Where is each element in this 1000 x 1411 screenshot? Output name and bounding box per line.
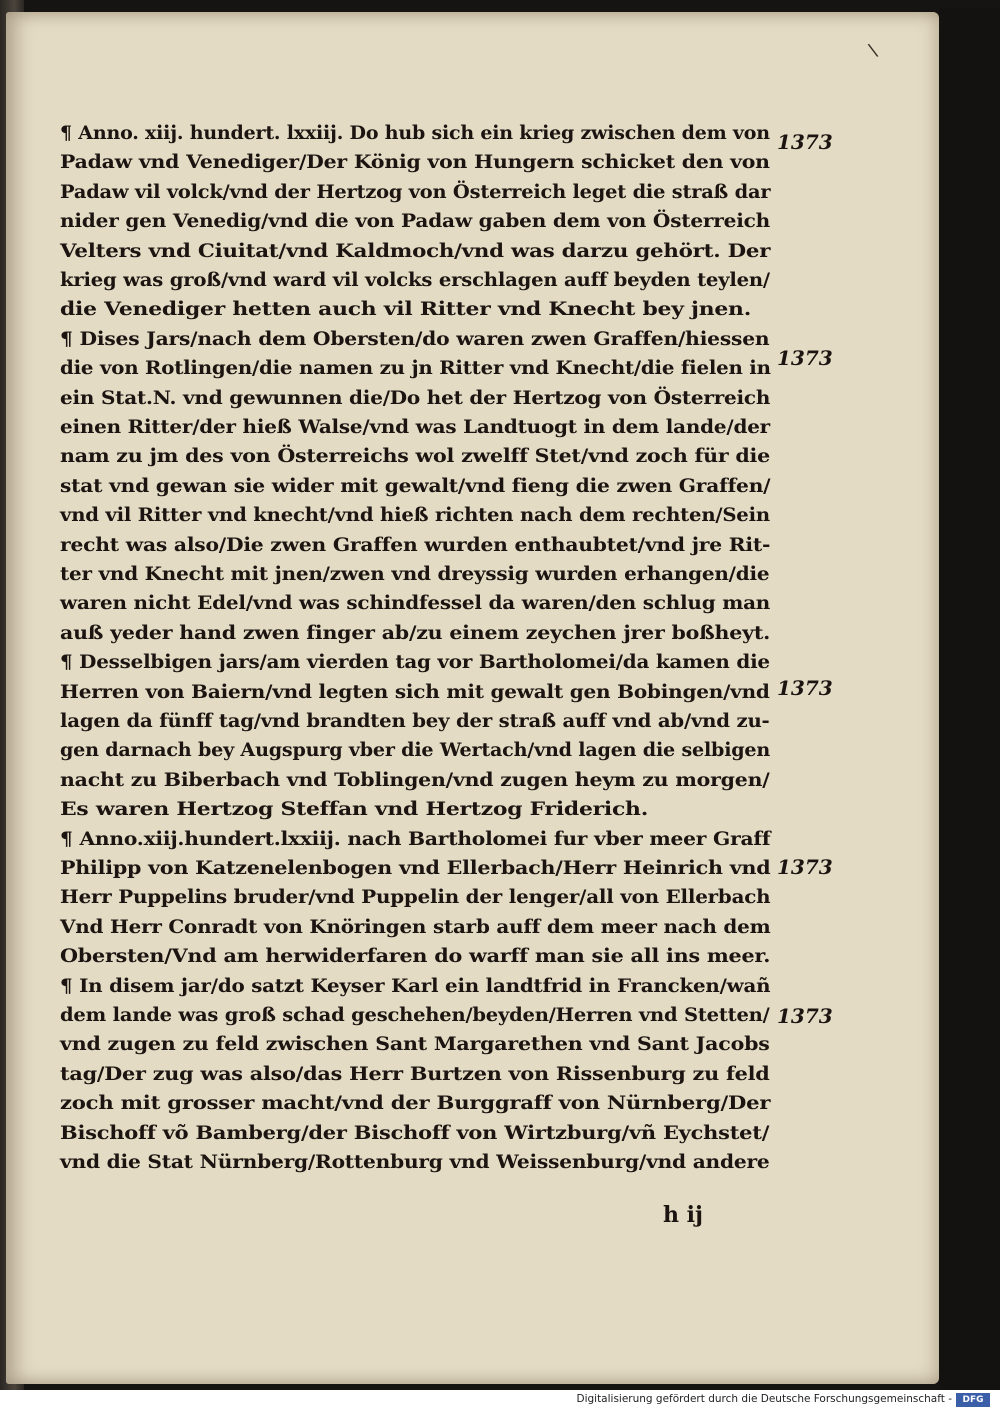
text-line-28: Vnd Herr Conradt von Knöringen starb auff dem meer nach dem [60, 915, 771, 938]
footer-credit: Digitalisierung gefördert durch die Deutsche Forschungsgemeinschaft - [576, 1393, 952, 1405]
text-line-31: dem lande was groß schad geschehen/beyden/Herren vnd Stetten/ [60, 1004, 770, 1026]
text-line-18: auß yeder hand zwen finger ab/zu einem zeychen jrer boßheyt. [60, 621, 771, 644]
text-line-3: Padaw vil volck/vnd der Hertzog von Österreich leget die straß dar [60, 180, 771, 203]
text-line-6: krieg was groß/vnd ward vil volcks erschlagen auff beyden teylen/ [60, 269, 770, 291]
text-line-21: lagen da fünff tag/vnd brandten bey der straß auff vnd ab/vnd zu- [60, 710, 770, 732]
text-line-23: nacht zu Biberbach vnd Toblingen/vnd zugen heym zu morgen/ [60, 768, 770, 791]
text-line-8: ¶ Dises Jars/nach dem Obersten/do waren zwen Graffen/hiessen [60, 327, 770, 350]
text-line-15: recht was also/Die zwen Graffen wurden enthaubtet/vnd jre Rit- [60, 533, 771, 556]
scan-right-edge [939, 8, 1000, 1390]
corner-pencil-mark: \ [866, 39, 880, 62]
text-line-20: Herren von Baiern/vnd legten sich mit gewalt gen Bobingen/vnd [60, 680, 770, 703]
text-line-9: die von Rotlingen/die namen zu jn Ritter vnd Knecht/die fielen in [60, 357, 771, 380]
text-line-7: die Venediger hetten auch vil Ritter vnd Knecht bey jnen. [60, 298, 752, 321]
text-line-10: ein Stat.N. vnd gewunnen die/Do het der Hertzog von Österreich [60, 386, 771, 409]
text-line-5: Velters vnd Ciuitat/vnd Kaldmoch/vnd was darzu gehört. Der [60, 239, 771, 262]
signature-mark: h ij [663, 1202, 703, 1228]
margin-year-1: 1373 [777, 130, 833, 154]
text-line-16: ter vnd Knecht mit jnen/zwen vnd dreyssig wurden erhangen/die [60, 563, 770, 585]
text-line-27: Herr Puppelins bruder/vnd Puppelin der lenger/all von Ellerbach [60, 886, 771, 909]
text-line-36: vnd die Stat Nürnberg/Rottenburg vnd Weissenburg/vnd andere [60, 1151, 770, 1173]
margin-year-3: 1373 [777, 676, 833, 700]
text-line-26: Philipp von Katzenelenbogen vnd Ellerbach/Herr Heinrich vnd [60, 857, 771, 879]
footer-bar [0, 1390, 1000, 1411]
text-line-24: Es waren Hertzog Steffan vnd Hertzog Friderich. [60, 798, 649, 821]
text-line-17: waren nicht Edel/vnd was schindfessel da waren/den schlug man [60, 592, 771, 615]
text-line-19: ¶ Desselbigen jars/am vierden tag vor Bartholomei/da kamen die [60, 651, 770, 674]
dfg-logo[interactable]: DFG [956, 1393, 990, 1407]
text-line-2: Padaw vnd Venediger/Der König von Hungern schicket den von [60, 151, 770, 174]
margin-year-2: 1373 [777, 346, 833, 370]
text-line-29: Obersten/Vnd am herwiderfaren do warff man sie all ins meer. [60, 945, 771, 968]
text-line-30: ¶ In disem jar/do satzt Keyser Karl ein landtfrid in Francken/wañ [60, 974, 771, 997]
text-line-12: nam zu jm des von Österreichs wol zwelff Stet/vnd zoch für die [60, 445, 771, 468]
text-line-34: zoch mit grosser macht/vnd der Burggraff von Nürnberg/Der [60, 1092, 771, 1115]
text-line-22: gen darnach bey Augspurg vber die Wertach/vnd lagen die selbigen [60, 739, 771, 762]
text-line-35: Bischoff võ Bamberg/der Bischoff von Wirtzburg/vñ Eychstet/ [60, 1121, 770, 1144]
text-line-1: ¶ Anno. xiij. hundert. lxxiij. Do hub sich ein krieg zwischen dem von [60, 122, 770, 144]
text-line-32: vnd zugen zu feld zwischen Sant Margarethen vnd Sant Jacobs [60, 1033, 770, 1056]
text-line-4: nider gen Venedig/vnd die von Padaw gaben dem von Österreich [60, 210, 771, 233]
margin-year-4: 1373 [777, 855, 833, 879]
text-line-33: tag/Der zug was also/das Herr Burtzen von Rissenburg zu feld [60, 1062, 770, 1085]
text-line-14: vnd vil Ritter vnd knecht/vnd hieß richten nach dem rechten/Sein [60, 504, 770, 527]
text-line-25: ¶ Anno.xiij.hundert.lxxiij. nach Bartholomei fur vber meer Graff [60, 827, 771, 850]
margin-year-5: 1373 [777, 1004, 833, 1028]
text-line-11: einen Ritter/der hieß Walse/vnd was Landtuogt in dem lande/der [60, 416, 770, 438]
text-line-13: stat vnd gewan sie wider mit gewalt/vnd fieng die zwen Graffen/ [60, 474, 771, 497]
